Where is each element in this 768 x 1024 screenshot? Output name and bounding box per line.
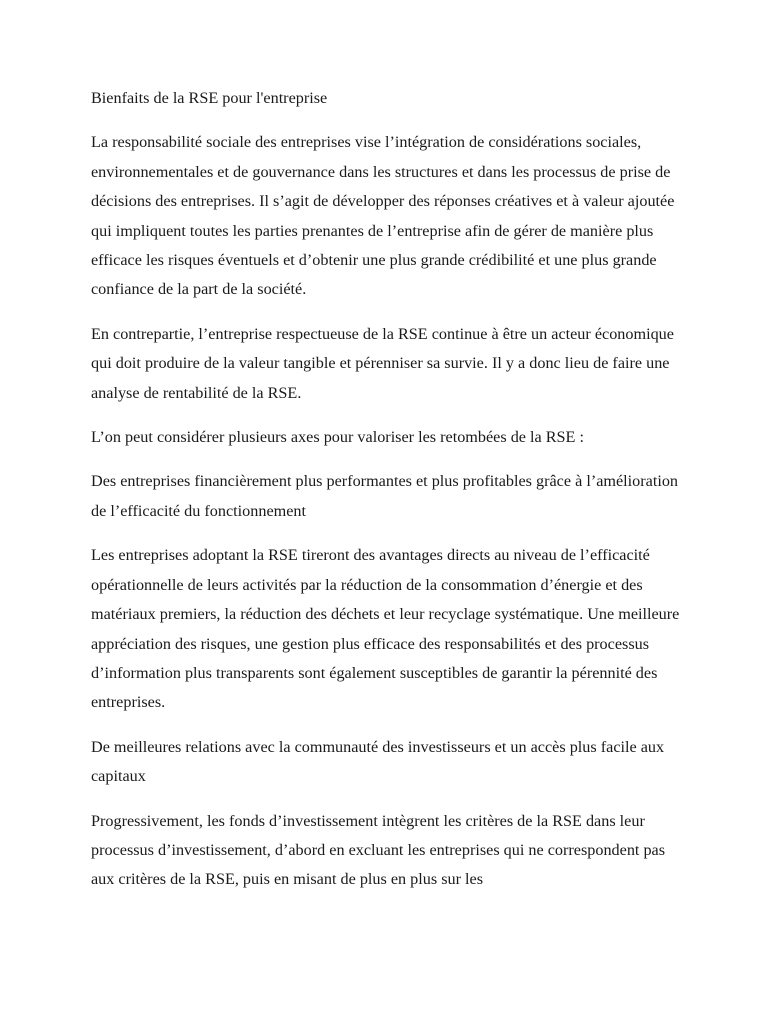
document-title: Bienfaits de la RSE pour l'entreprise [91, 89, 328, 107]
paragraph-intro: La responsabilité sociale des entreprises vise l’intégration de considérations sociales, environnementales et de gouvernance dans les structures et dans les processus de prise de décisions des entreprises. Il s’agit de développer des réponses créatives et à valeur ajoutée qui impliquent toutes les parties prenantes de l’entreprise afin de gérer de manière plus efficace les risques éventuels et d’obtenir une plus grande crédibilité et une plus grande confiance de la part de la société. [91, 133, 675, 299]
paragraph-heading-investors: De meilleures relations avec la communauté des investisseurs et un accès plus facile aux capitaux [91, 737, 665, 786]
paragraph-heading-efficiency: Des entreprises financièrement plus performantes et plus profitables grâce à l’amélioration de l’efficacité du fonctionnement [91, 472, 679, 520]
paragraph-efficiency: Les entreprises adoptant la RSE tireront des avantages directs au niveau de l’efficacité opérationnelle de leurs activités par la réduction de la consommation d’énergie et des matériaux premiers, la réduction des déchets et leur recyclage systématique. Une meilleure appréciation des risques, une gestion plus efficace des responsabilités et des processus d’information plus transparents sont également susceptibles de garantir la pérennité des entreprises. [91, 546, 680, 712]
paragraph-investors: Progressivement, les fonds d’investissement intègrent les critères de la RSE dans leur processus d’investissement, d’abord en excluant les entreprises qui ne correspondent pas aux critères de la RSE, puis en misant de plus en plus sur les [91, 811, 666, 889]
paragraph-counterpart: En contrepartie, l’entreprise respectueuse de la RSE continue à être un acteur économique qui doit produire de la valeur tangible et pérenniser sa survie. Il y a donc lieu de faire une analyse de rentabilité de la RSE. [91, 324, 674, 402]
document-body [91, 84, 691, 910]
paragraph-axes: L’on peut considérer plusieurs axes pour valoriser les retombées de la RSE : [91, 428, 584, 447]
